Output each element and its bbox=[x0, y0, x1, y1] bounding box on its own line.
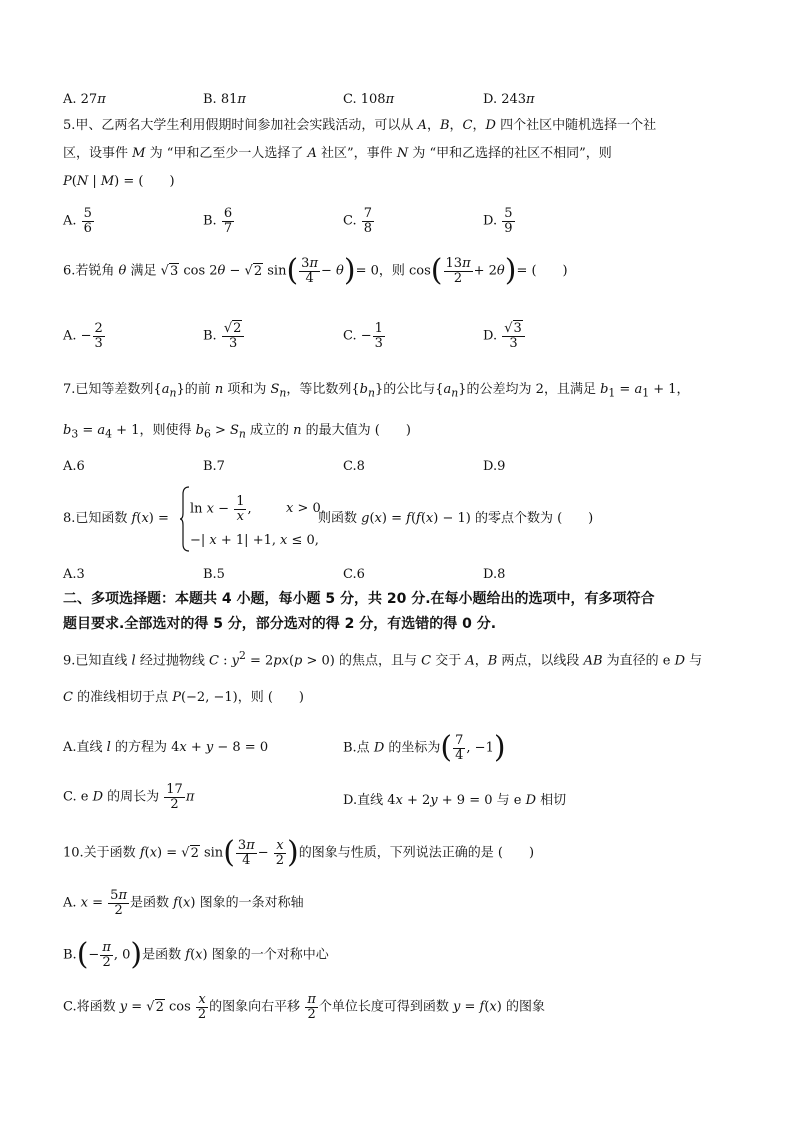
q5-option-b: B. $\frac{6}{7}$ bbox=[203, 206, 233, 236]
q6-stem: 6.若锐角 θ 满足 √3 cos 2θ − √2 sin( $\frac{3\pi}{4}$ − θ)= 0，则 cos( $\frac{13\pi}{2}$ + 2θ)= ( ) bbox=[63, 253, 568, 288]
section2-heading-line1: 二、多项选择题：本题共 4 小题，每小题 5 分，共 20 分.在每小题给出的选项中，有多项符合 bbox=[63, 591, 655, 607]
q8-option-c: C.6 bbox=[343, 567, 365, 582]
q10-option-c: C.将函数 y = √2 cos $\frac{x}{2}$ 的图象向右平移 $\frac{\pi}{2}$ 个单位长度可得到函数 y = f(x) 的图象 bbox=[63, 992, 545, 1022]
q7-option-d: D.9 bbox=[483, 459, 506, 474]
q6-option-c: C. − $\frac{1}{3}$ bbox=[343, 321, 383, 351]
q4-option-b: B. 81π bbox=[203, 92, 246, 107]
q9-option-c: C. e D 的周长为 $\frac{17}{2}$ π bbox=[63, 782, 195, 812]
q4-option-c: C. 108π bbox=[343, 92, 395, 107]
q9-option-b: B.点 D 的坐标为( $\frac{7}{4}$ , −1) bbox=[343, 730, 506, 765]
q8-option-a: A.3 bbox=[63, 567, 85, 582]
q8-piece2: −| x + 1| +1, bbox=[190, 533, 276, 548]
q8-piece1: ln x − $\frac{1}{x}$ , bbox=[190, 494, 252, 524]
q9-option-a: A.直线 l 的方程为 4x + y − 8 = 0 bbox=[63, 740, 269, 755]
q9-stem-line1: 9.已知直线 l 经过抛物线 C : $y^2 = 2px(p > 0)$ 的焦点，且与 C 交于 A，B 两点，以线段 AB 为直径的 e D 与 bbox=[63, 649, 703, 669]
q6-option-d: D. $\frac{√3}{3}$ bbox=[483, 322, 526, 350]
q4-option-a: A. 27π bbox=[63, 92, 106, 107]
section2-heading-line2: 题目要求.全部选对的得 5 分，部分选对的得 2 分，有选错的得 0 分. bbox=[63, 616, 497, 632]
q8-stem-prefix: 8.已知函数 f(x) = bbox=[63, 511, 169, 526]
q8-option-b: B.5 bbox=[203, 567, 225, 582]
q8-brace-icon bbox=[180, 486, 190, 552]
q5-stem-line2: 区，设事件 M 为 “甲和乙至少一人选择了 A 社区”，事件 N 为 “甲和乙选择的社区不相同”，则 bbox=[63, 146, 612, 161]
q5-option-c: C. $\frac{7}{8}$ bbox=[343, 206, 373, 236]
q7-stem-line1: 7.已知等差数列$\{a_n\}$的前 n 项和为 $S_n$，等比数列$\{b_n\}$的公比与$\{a_n\}$的公差均为 2，且满足 $b_1 = a_1 + 1$， bbox=[63, 382, 690, 400]
q8-piece1-cond: x > 0, bbox=[286, 501, 325, 516]
q6-option-b: B. $\frac{√2}{3}$ bbox=[203, 322, 245, 350]
q7-stem-line2: $b_3 = a_4 + 1$，则使得 $b_6 > S_n$ 成立的 n 的最大值为 ( ) bbox=[63, 423, 411, 441]
q8-stem-suffix: 则函数 g(x) = f(f(x) − 1) 的零点个数为 ( ) bbox=[318, 511, 594, 526]
q5-option-d: D. $\frac{5}{9}$ bbox=[483, 206, 513, 236]
q10-option-a: A. x = $\frac{5\pi}{2}$ 是函数 f(x) 图象的一条对称轴 bbox=[63, 888, 304, 918]
q10-option-b: B.(− $\frac{\pi}{2}$ , 0)是函数 f(x) 图象的一个对称中心 bbox=[63, 937, 329, 972]
q7-option-c: C.8 bbox=[343, 459, 365, 474]
q5-stem-line3: P(N | M) = ( ) bbox=[63, 174, 175, 189]
q9-stem-line2: C 的准线相切于点 P(−2, −1)，则 ( ) bbox=[63, 690, 304, 705]
q5-stem-line1: 5.甲、乙两名大学生利用假期时间参加社会实践活动，可以从 A，B，C，D 四个社区中随机选择一个社 bbox=[63, 118, 657, 133]
q8-option-d: D.8 bbox=[483, 567, 506, 582]
q9-option-d: D.直线 4x + 2y + 9 = 0 与 e D 相切 bbox=[343, 793, 567, 808]
q5-option-a: A. $\frac{5}{6}$ bbox=[63, 206, 92, 236]
q7-option-a: A.6 bbox=[63, 459, 85, 474]
q8-piece2-cond: x ≤ 0, bbox=[280, 533, 319, 548]
q4-option-d: D. 243π bbox=[483, 92, 535, 107]
q6-option-a: A. − $\frac{2}{3}$ bbox=[63, 321, 103, 351]
q7-option-b: B.7 bbox=[203, 459, 225, 474]
q10-stem: 10.关于函数 f(x) = √2 sin( $\frac{3\pi}{4}$ − $\frac{x}{2}$ )的图象与性质，下列说法正确的是 ( ) bbox=[63, 835, 535, 870]
